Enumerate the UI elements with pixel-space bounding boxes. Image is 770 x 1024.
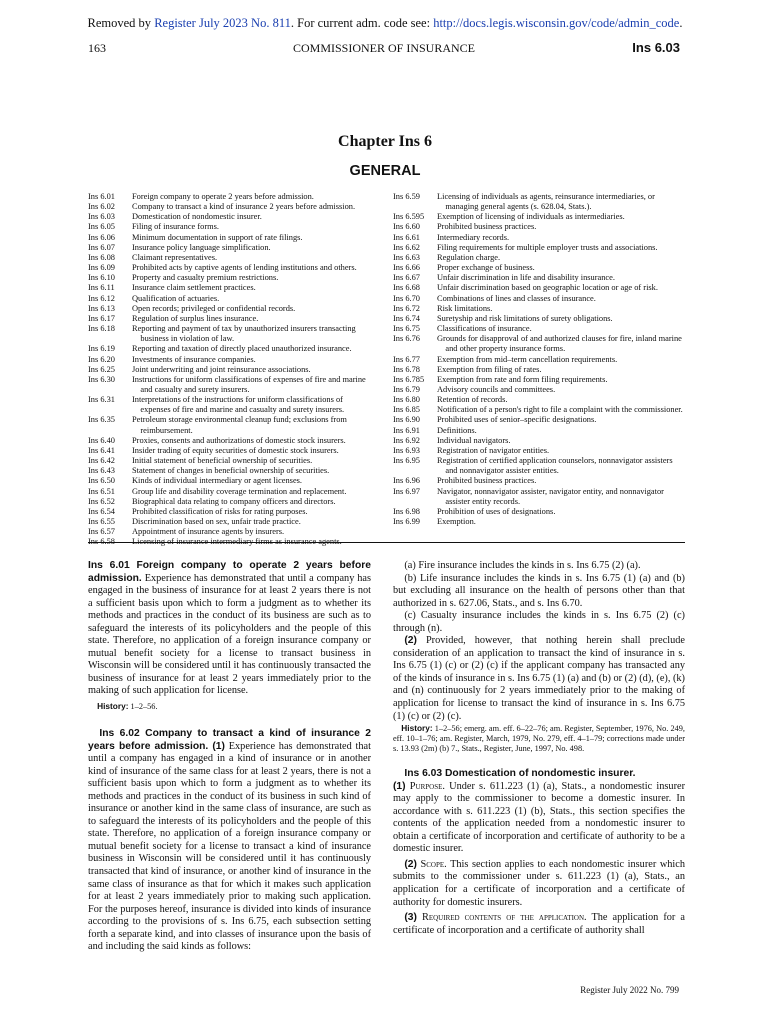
toc-section-number: Ins 6.72 [393,303,420,313]
toc-section-number: Ins 6.63 [393,252,420,262]
toc-section-number: Ins 6.31 [88,395,115,405]
toc-section-number: Ins 6.17 [88,313,115,323]
toc-section-title: Exemption from filing of rates. [437,364,542,374]
chapter-title: Chapter Ins 6 [338,133,432,150]
admin-code-link[interactable]: http://docs.legis.wisconsin.gov/code/admin_code [433,16,680,30]
paragraph-b: (b) Life insurance includes the kinds in s. Ins 6.75 (1) (a) and (b) but excluding all insurance on the health of persons other than that authorized in s. 627.06, Stats., and s. Ins 6.70. [393,572,685,609]
section-6-02 [88,728,371,954]
toc-section-title: Statement of changes in beneficial ownership of securities. [132,466,330,476]
toc-entry [393,253,685,263]
toc-section-number: Ins 6.78 [393,364,420,374]
toc-section-number: Ins 6.52 [88,496,115,506]
toc-section-title: Prohibited classification of risks for rating purposes. [132,506,308,516]
toc-section-title: Navigator, nonnavigator assister, navigator entity, and nonnavigator assister entity records. [437,486,664,506]
subsection-number: (3) [404,912,417,924]
toc-section-title: Company to transact a kind of insurance 2 years before admission. [132,202,356,212]
toc-section-title: Exemption from rate and form filing requirements. [437,374,608,384]
toc-section-number: Ins 6.58 [88,537,115,547]
toc-section-title: Prohibited acts by captive agents of lending institutions and others. [132,263,357,273]
toc-entry [88,466,374,476]
toc-entry [88,507,374,517]
toc-entry [88,324,374,344]
toc-entry [393,233,685,243]
toc-section-number: Ins 6.85 [393,405,420,415]
history-label: History: [401,723,433,734]
toc-section-number: Ins 6.19 [88,344,115,354]
toc-entry [393,212,685,222]
toc-section-number: Ins 6.66 [393,263,420,273]
toc-section-title: Qualification of actuaries. [132,293,220,303]
toc-section-title: Biographical data relating to company officers and directors. [132,496,336,506]
toc-section-number: Ins 6.12 [88,293,115,303]
toc-entry [88,273,374,283]
history-note [88,701,371,712]
toc-section-number: Ins 6.62 [393,242,420,252]
toc-section-title: Filing requirements for multiple employer trusts and associations. [437,242,658,252]
toc-section-number: Ins 6.55 [88,517,115,526]
toc-entry [393,243,685,253]
section-heading: Ins 6.03 Domestication of nondomestic insurer. [404,768,636,780]
toc-section-title: Notification of a person's right to file a complaint with the commissioner. [437,405,683,415]
toc-section-number: Ins 6.70 [393,293,420,303]
section-6-01 [88,560,371,698]
toc-section-title: Reporting and payment of tax by unauthorized insurers transacting business in violation of law. [132,324,356,344]
subsection-text: The application for a certificate of incorporation and a certificate of authority shall [393,912,685,936]
toc-entry [88,314,374,324]
toc-section-number: Ins 6.01 [88,192,115,201]
subsection-1 [393,781,685,856]
toc-section-title: Registration of navigator entities. [437,445,550,455]
subsection-text: Under s. 611.223 (1) (a), Stats., a nondomestic insurer may apply to the commissioner to become a domestic insurer. In accordance with s. 611.223 (1) (b), Stats., this section specifies the contents of the application needed from a nondomestic insurer to obtain a certificate of incorporation and certificate of authority to be a domestic insurer. [393,780,686,855]
removal-banner [0,16,770,31]
toc-section-title: Insider trading of equity securities of domestic stock insurers. [132,445,339,455]
toc-section-title: Exemption. [437,517,476,526]
toc-entry [88,456,374,466]
subsection-number: (2) [404,858,417,870]
toc-section-number: Ins 6.93 [393,445,420,455]
toc-section-title: Classifications of insurance. [437,324,532,334]
toc-section-title: Exemption from mid–term cancellation requirements. [437,354,618,364]
register-footer: Register July 2022 No. 799 [580,985,679,995]
toc-section-number: Ins 6.42 [88,456,115,466]
toc-section-number: Ins 6.02 [88,202,115,212]
toc-section-number: Ins 6.90 [393,415,420,425]
toc-section-number: Ins 6.18 [88,324,115,334]
toc-section-number: Ins 6.98 [393,506,420,516]
toc-entry [393,395,685,405]
toc-section-number: Ins 6.57 [88,527,115,537]
toc-section-title: Prohibited business practices. [437,476,537,486]
toc-section-number: Ins 6.92 [393,435,420,445]
toc-section-title: Joint underwriting and joint reinsurance associations. [132,364,311,374]
toc-section-title: Grounds for disapproval of and authorized clauses for fire, inland marine and other property insurance forms. [437,334,682,354]
toc-section-number: Ins 6.13 [88,303,115,313]
toc-section-title: Suretyship and risk limitations of surety obligations. [437,313,613,323]
toc-entry [393,487,685,507]
toc-entry [88,395,374,415]
toc-entry [393,304,685,314]
toc-entry [393,456,685,476]
toc-section-number: Ins 6.67 [393,273,420,283]
toc-section-number: Ins 6.68 [393,283,420,293]
toc-section-number: Ins 6.76 [393,334,420,344]
toc-entry [88,487,374,497]
toc-section-number: Ins 6.50 [88,476,115,486]
toc-entry [393,283,685,293]
toc-entry [88,243,374,253]
history-label: History: [97,701,129,712]
toc-section-number: Ins 6.43 [88,466,115,476]
toc-entry [88,344,374,354]
toc-section-title: Domestication of nondomestic insurer. [132,212,262,222]
toc-section-title: Insurance policy language simplification. [132,242,271,252]
toc-entry [88,212,374,222]
toc-section-title: Instructions for uniform classifications of expenses of fire and marine and casualty and surety insurers. [132,374,366,394]
toc-entry [88,497,374,507]
toc-section-number: Ins 6.77 [393,354,420,364]
toc-entry [88,233,374,243]
toc-left-column [88,192,374,547]
toc-section-title: Advisory councils and committees. [437,384,556,394]
subsection-caption: Purpose. [409,780,445,792]
paragraph-a: (a) Fire insurance includes the kinds in s. Ins 6.75 (2) (a). [404,560,641,571]
toc-entry [393,385,685,395]
history-text: 1–2–56; emerg. am. eff. 6–22–76; am. Register, September, 1976, No. 249, eff. 10–1–76; am. Register, March, 1979, No. 279, eff. 4–1–79; corrections made under s. 13.93 (2m) (b) 7., Stats., Register, June, 1997, No. 498. [393,724,685,754]
toc-section-number: Ins 6.20 [88,354,115,364]
subsection-text: Provided, however, that nothing herein shall preclude consideration of an application to transact the kind of insurance in s. Ins 6.75 (1) (c) or (2) (c) if the applicant company has transacted any of the kinds of insurance in s. Ins 6.75 (1) (a) and (b) or (2) (d), (e), (k) and (n) continuously for 2 years immediately prior to the making of application for license to transact the kind of insurance in s. Ins 6.75 (1) (c) or (2) (c). [393,635,685,722]
history-text: 1–2–56. [128,702,158,712]
toc-section-title: Foreign company to operate 2 years before admission. [132,192,314,201]
subsection-number: (1) [208,740,225,752]
toc-right-column [393,192,685,527]
toc-entry [393,436,685,446]
subsection-2 [393,635,685,723]
divider [88,542,685,543]
toc-entry [88,446,374,456]
toc-section-title: Prohibited uses of senior–specific designations. [437,415,597,425]
toc-section-number: Ins 6.35 [88,415,115,425]
section-heading: Ins 6.02 Company to transact a kind of insurance 2 years before admission. [88,728,371,752]
toc-entry [393,517,685,527]
toc-entry [393,476,685,486]
toc-entry [88,192,374,202]
toc-section-title: Individual navigators. [437,435,511,445]
toc-entry [88,202,374,212]
toc-section-title: Petroleum storage environmental cleanup fund; exclusions from reimbursement. [132,415,347,435]
section-text: Experience has demonstrated that until a company has engaged in a kind of insurance or in another kind of insurance of the same class for at least 2 years, there is not a sufficient basis upon which to form a judgment as to whether its methods and practices in the conduct of its business in such kind of insurance or another kind in the same class of insurance, are such as to safeguard the interests of its policyholders and the people of this state. Therefore, no application of a foreign insurance company or mutual benefit society for a license to transact a kind of insurance business in Wisconsin will be considered until it has continuously transacted that kind of insurance, or another kind of insurance in the same class of insurance as that for which it makes such application for at least 2 years immediately prior to making such application. For the purposes hereof, insurance is divided into kinds of insurance according to the provisions of s. Ins 6.75, each subsection setting forth a separate kind, and into classes of insurance upon the basis of and including the said kinds as follows: [88,740,371,953]
toc-entry [393,375,685,385]
toc-section-title: Retention of records. [437,395,508,405]
section-6-03 [393,768,685,781]
body-right-column [393,560,685,937]
subsection-3 [393,912,685,937]
toc-entry [393,365,685,375]
toc-entry [88,415,374,435]
toc-section-title: Proper exchange of business. [437,263,535,273]
toc-section-number: Ins 6.61 [393,232,420,242]
toc-section-title: Minimum documentation in support of rate filings. [132,232,303,242]
toc-section-title: Regulation of surplus lines insurance. [132,313,259,323]
toc-section-title: Risk limitations. [437,303,493,313]
toc-section-title: Appointment of insurance agents by insurers. [132,527,285,537]
toc-section-title: Reporting and taxation of directly placed unauthorized insurance. [132,344,352,354]
toc-section-number: Ins 6.05 [88,222,115,232]
toc-section-title: Investments of insurance companies. [132,354,256,364]
register-link[interactable]: Register July 2023 No. 811 [154,16,291,30]
toc-section-title: Filing of insurance forms. [132,222,219,232]
toc-section-number: Ins 6.74 [393,313,420,323]
toc-section-title: Intermediary records. [437,232,510,242]
toc-entry [88,304,374,314]
toc-section-number: Ins 6.08 [88,252,115,262]
header-section: Ins 6.03 [632,40,680,55]
toc-entry [393,324,685,334]
banner-suffix: . [679,16,683,30]
subsection-number: (1) [393,780,406,792]
toc-section-title: Claimant representatives. [132,252,218,262]
toc-entry [393,426,685,436]
toc-section-number: Ins 6.59 [393,192,420,201]
toc-entry [393,294,685,304]
subsection-caption: Required contents of the application. [421,912,587,924]
subsection-text: This section applies to each nondomestic insurer which submits to the commissioner under s. 611.223 (1) (a), Stats., an application for a certificate of incorporation and a certificate of authority for domestic insurers. [393,858,685,908]
toc-section-number: Ins 6.51 [88,486,115,496]
toc-section-title: Combinations of lines and classes of insurance. [437,293,596,303]
toc-entry [88,375,374,395]
toc-section-title: Prohibited business practices. [437,222,537,232]
toc-section-title: Proxies, consents and authorizations of domestic stock insurers. [132,435,346,445]
toc-entry [393,273,685,283]
toc-entry [393,314,685,324]
toc-entry [88,253,374,263]
toc-section-number: Ins 6.80 [393,395,420,405]
toc-section-title: Definitions. [437,425,477,435]
toc-section-number: Ins 6.95 [393,456,420,466]
toc-entry [393,334,685,354]
toc-section-title: Unfair discrimination in life and disability insurance. [437,273,615,283]
history-note [393,723,685,754]
chapter-subtitle: GENERAL [349,163,421,179]
subsection-number: (2) [404,635,417,647]
banner-prefix: Removed by [87,16,155,30]
toc-entry [393,415,685,425]
toc-section-number: Ins 6.75 [393,324,420,334]
toc-entry [393,446,685,456]
toc-entry [88,436,374,446]
running-header [88,41,680,57]
toc-section-number: Ins 6.30 [88,374,115,384]
toc-section-title: Licensing of individuals as agents, reinsurance intermediaries, or managing general agents (s. 628.04, Stats.). [437,192,655,212]
toc-section-number: Ins 6.11 [88,283,115,293]
toc-section-number: Ins 6.07 [88,242,115,252]
toc-section-number: Ins 6.91 [393,425,420,435]
toc-entry [88,222,374,232]
banner-middle: . For current adm. code see: [290,16,434,30]
section-text: Experience has demonstrated that until a company has engaged in the business of insurance for at least 2 years there is not a sufficient basis upon which to form a judgment as to whether its methods and practices in the conduct of its business are such as to safeguard the interests of its policyholders and the people of this state. Therefore, no application of a foreign insurance company or mutual benefit society for a license to transact business in Wisconsin will be considered until it has continuously transacted the business of insurance for at least 2 years immediately prior to the making of such application for license. [88,572,371,697]
subsection-2b [393,859,685,909]
toc-section-number: Ins 6.60 [393,222,420,232]
toc-section-number: Ins 6.40 [88,435,115,445]
toc-entry [393,192,685,212]
toc-section-number: Ins 6.09 [88,263,115,273]
toc-section-number: Ins 6.96 [393,476,420,486]
toc-section-title: Group life and disability coverage termination and replacement. [132,486,347,496]
body-left-column [88,560,371,954]
toc-entry [88,365,374,375]
toc-entry [88,294,374,304]
paragraph-c: (c) Casualty insurance includes the kinds in s. Ins 6.75 (2) (c) through (n). [393,610,685,634]
section-heading: Ins 6.01 Foreign company to operate 2 years before admission. [88,560,371,584]
toc-section-number: Ins 6.41 [88,445,115,455]
toc-section-number: Ins 6.03 [88,212,115,222]
toc-entry [88,517,374,527]
toc-entry [393,263,685,273]
toc-section-title: Prohibition of uses of designations. [437,506,556,516]
toc-section-number: Ins 6.25 [88,364,115,374]
toc-entry [393,355,685,365]
toc-section-number: Ins 6.10 [88,273,115,283]
toc-entry [88,527,374,537]
toc-section-title: Discrimination based on sex, unfair trade practice. [132,517,301,526]
toc-entry [393,405,685,415]
toc-section-title: Unfair discrimination based on geographic location or age of risk. [437,283,658,293]
page-number: 163 [88,41,106,55]
toc-section-title: Property and casualty premium restrictions. [132,273,279,283]
toc-section-title: Kinds of individual intermediary or agent licenses. [132,476,303,486]
toc-entry [88,263,374,273]
toc-section-title: Interpretations of the instructions for uniform classifications of expenses of fire and marine and casualty and surety insurers. [132,395,345,415]
toc-section-title: Insurance claim settlement practices. [132,283,256,293]
toc-section-title: Open records; privileged or confidential records. [132,303,296,313]
toc-section-number: Ins 6.06 [88,232,115,242]
toc-section-number: Ins 6.79 [393,384,420,394]
toc-section-title: Licensing of insurance intermediary firms as insurance agents. [132,537,342,547]
toc-section-title: Registration of certified application counselors, nonnavigator assisters and nonnavigator assister entities. [437,456,673,476]
toc-section-number: Ins 6.99 [393,517,420,526]
subsection-caption: Scope. [420,858,447,870]
toc-entry [393,507,685,517]
toc-entry [88,355,374,365]
toc-section-number: Ins 6.54 [88,506,115,516]
toc-section-title: Exemption of licensing of individuals as intermediaries. [437,212,625,222]
toc-entry [393,222,685,232]
toc-entry [88,476,374,486]
toc-section-number: Ins 6.785 [393,374,425,384]
toc-section-title: Initial statement of beneficial ownership of securities. [132,456,313,466]
toc-section-number: Ins 6.595 [393,212,425,222]
toc-section-title: Regulation charge. [437,252,501,262]
header-title: COMMISSIONER OF INSURANCE [292,41,476,55]
toc-section-number: Ins 6.97 [393,486,420,496]
toc-entry [88,283,374,293]
